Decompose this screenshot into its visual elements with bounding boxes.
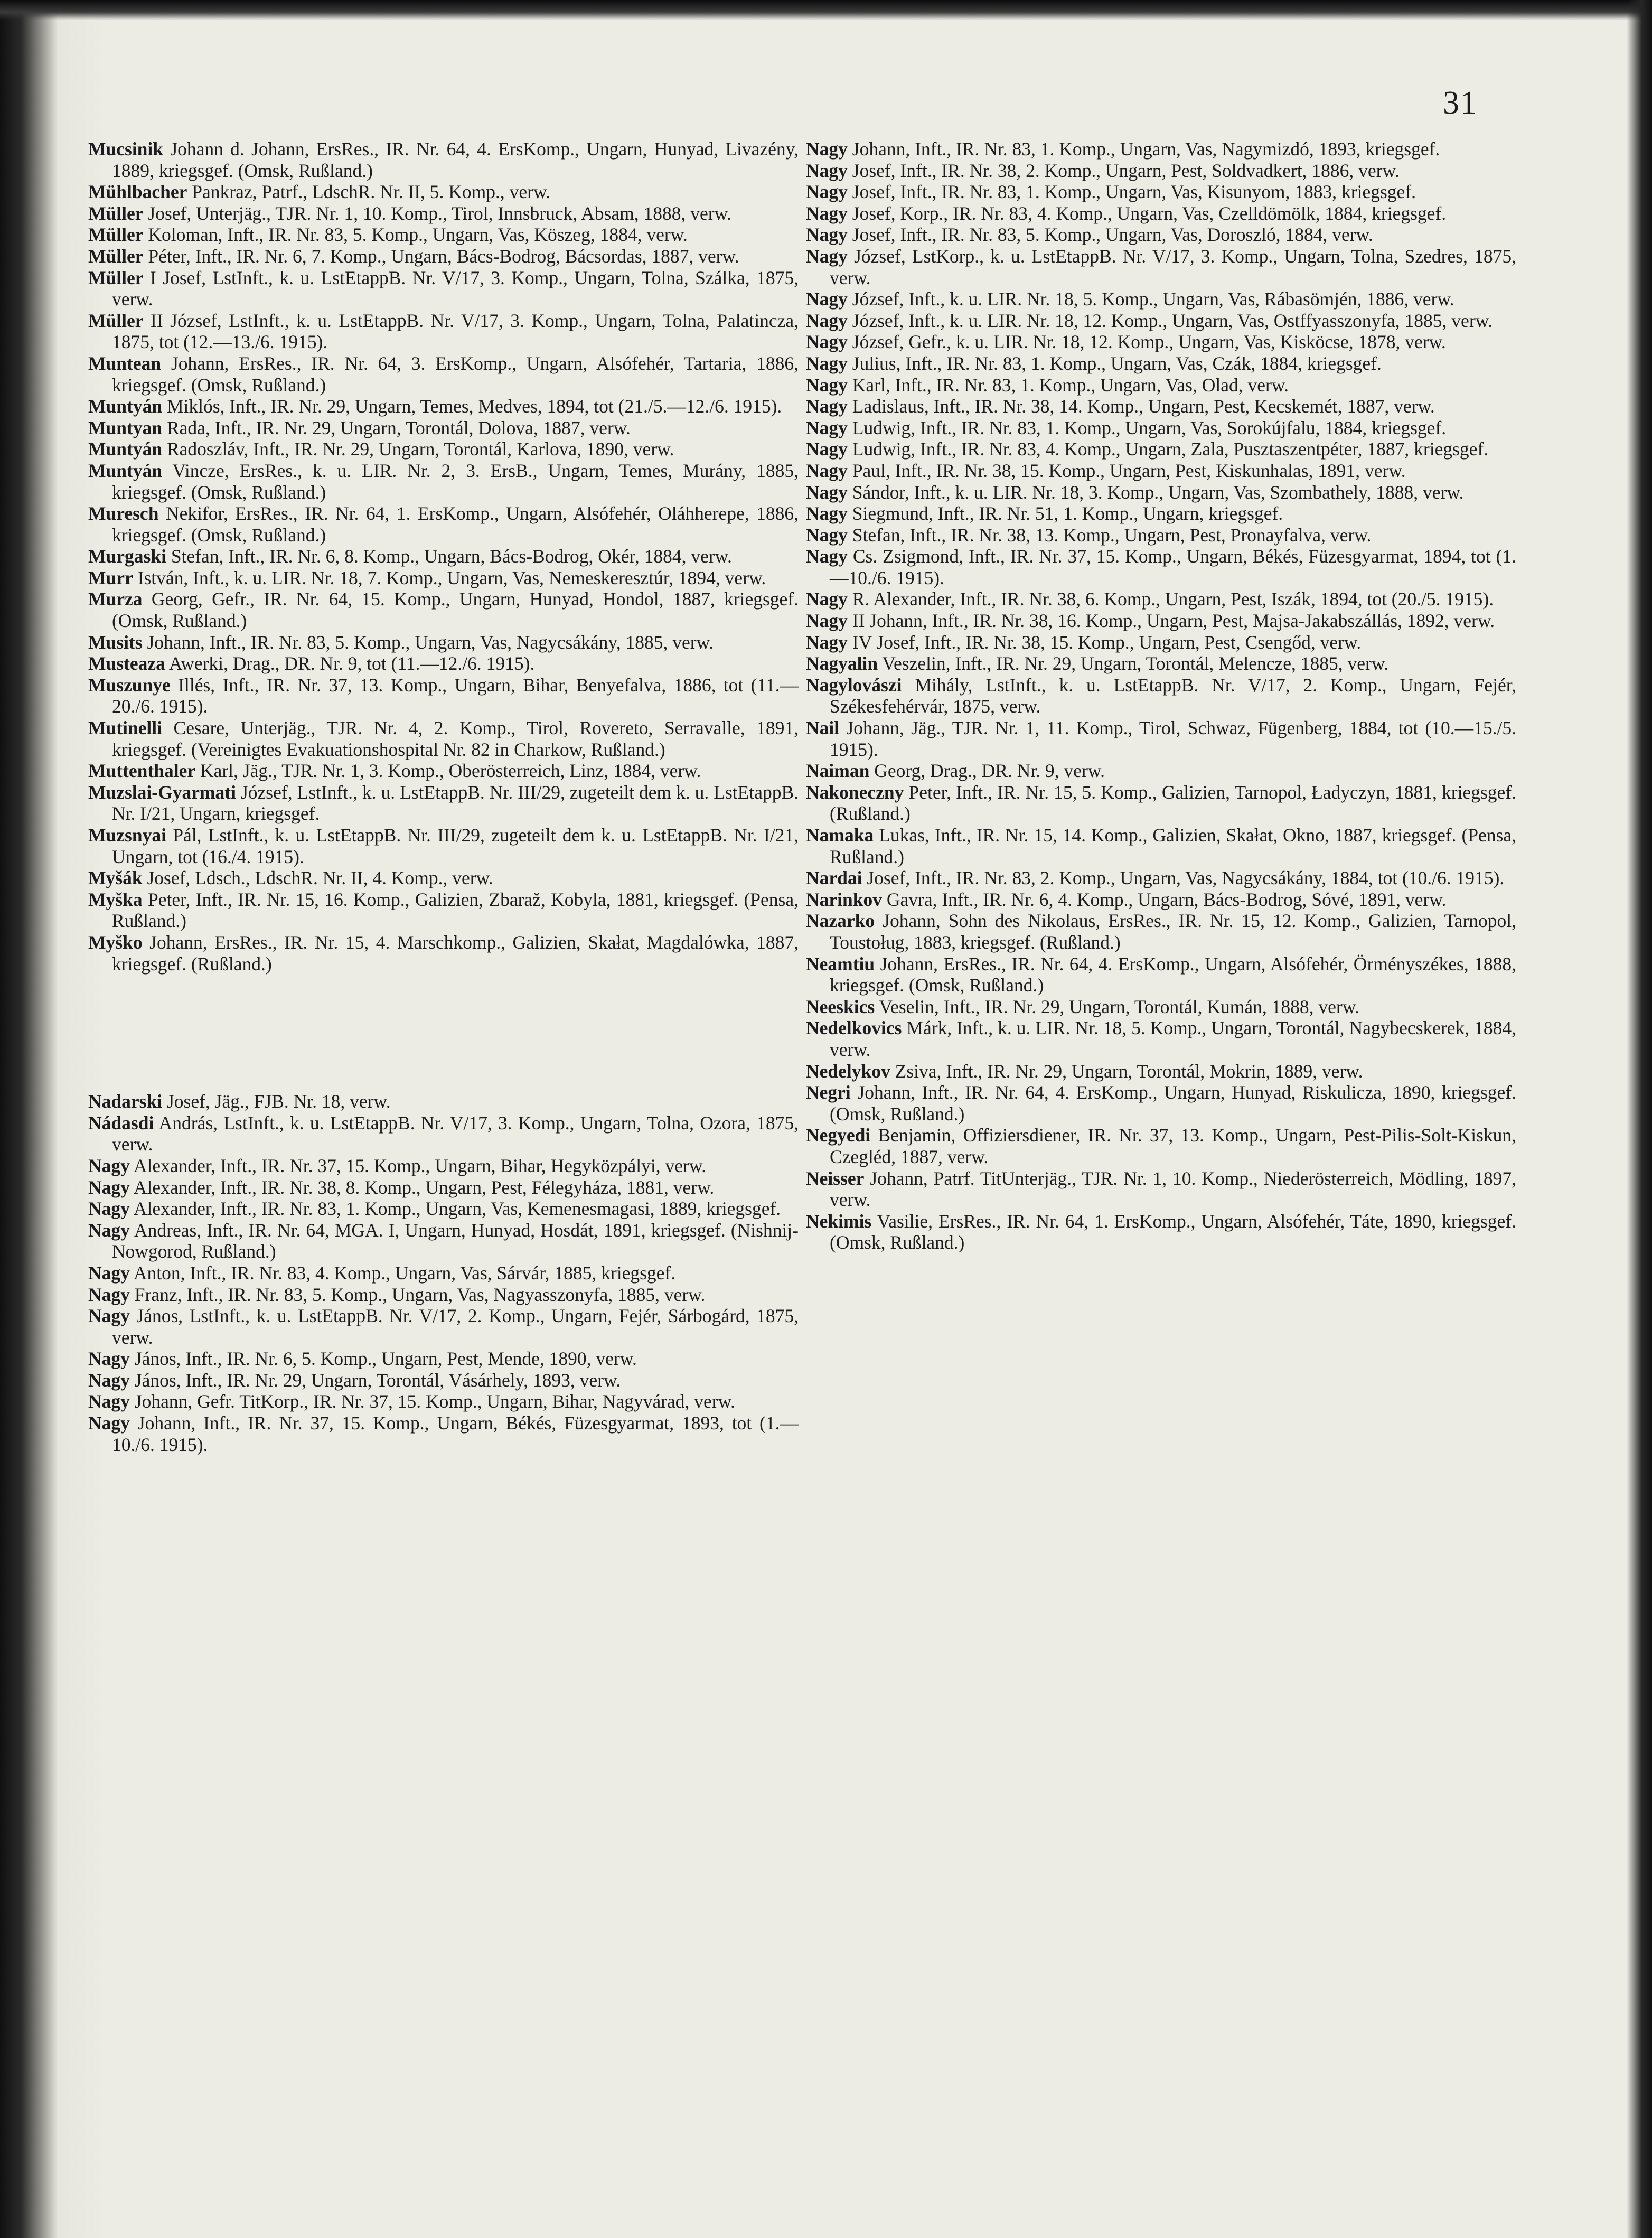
- list-item: [88, 1112, 799, 1155]
- list-item: [806, 1125, 1516, 1167]
- list-item: [806, 288, 1516, 310]
- entry-details: Pál, LstInft., k. u. LstEtappB. Nr. III/29, zugeteilt dem k. u. LstEtappB. Nr. I/21, Ungarn, tot (16./4. 1915).: [112, 825, 799, 867]
- entry-details: József, LstKorp., k. u. LstEtappB. Nr. V/17, 3. Komp., Ungarn, Tolna, Szedres, 1875, verw.: [830, 245, 1517, 288]
- entry-surname: Muntyan: [88, 417, 163, 438]
- entry-details: Johann, ErsRes., IR. Nr. 64, 3. ErsKomp., Ungarn, Alsófehér, Tartaria, 1886, kriegsgef. (Omsk, Rußland.): [112, 352, 799, 396]
- entry-surname: Musits: [88, 631, 143, 653]
- list-item: [88, 825, 799, 867]
- entry-details: Awerki, Drag., DR. Nr. 9, tot (11.—12./6. 1915).: [168, 653, 535, 675]
- entry-details: Péter, Inft., IR. Nr. 6, 7. Komp., Ungarn, Bács-Bodrog, Bácsordas, 1887, verw.: [148, 245, 739, 267]
- list-item: [88, 653, 799, 675]
- list-item: [806, 953, 1516, 996]
- entry-details: IV Josef, Inft., IR. Nr. 38, 15. Komp., Ungarn, Pest, Csengőd, verw.: [852, 631, 1362, 653]
- list-item: [806, 310, 1516, 332]
- entry-details: Alexander, Inft., IR. Nr. 38, 8. Komp., Ungarn, Pest, Félegyháza, 1881, verw.: [133, 1176, 715, 1198]
- entry-surname: Nedelykov: [806, 1060, 890, 1082]
- entry-details: Cs. Zsigmond, Inft., IR. Nr. 37, 15. Komp., Ungarn, Békés, Füzesgyarmat, 1894, tot (1.—10./6. 1915).: [830, 546, 1516, 588]
- list-item: [806, 482, 1516, 503]
- list-item: [88, 588, 799, 631]
- entry-surname: Nagy: [806, 331, 848, 353]
- list-item: [806, 1017, 1516, 1060]
- entry-details: Veselin, Inft., IR. Nr. 29, Ungarn, Torontál, Kumán, 1888, verw.: [879, 996, 1359, 1017]
- list-item: [806, 246, 1516, 288]
- entry-surname: Nagy: [88, 1391, 130, 1412]
- entry-surname: Neamtiu: [806, 953, 875, 975]
- list-item: [88, 460, 799, 503]
- entry-surname: Muntean: [88, 352, 162, 374]
- entry-details: Veszelin, Inft., IR. Nr. 29, Ungarn, Torontál, Melencze, 1885, verw.: [882, 653, 1389, 675]
- list-item: [88, 1412, 799, 1455]
- entry-details: I Josef, LstInft., k. u. LstEtappB. Nr. V/17, 3. Komp., Ungarn, Tolna, Szálka, 1875, verw.: [112, 267, 799, 310]
- list-item: [88, 438, 799, 460]
- entry-details: József, Gefr., k. u. LIR. Nr. 18, 12. Komp., Ungarn, Vas, Kisköcse, 1878, verw.: [852, 331, 1446, 353]
- list-item: [806, 717, 1516, 760]
- entry-details: Johann, Inft., IR. Nr. 83, 5. Komp., Ungarn, Vas, Nagycsákány, 1885, verw.: [147, 631, 714, 653]
- list-item: [806, 374, 1516, 396]
- list-item: [806, 546, 1516, 588]
- entry-surname: Myšák: [88, 867, 143, 889]
- entry-surname: Nagy: [806, 481, 848, 503]
- entry-details: Stefan, Inft., IR. Nr. 6, 8. Komp., Ungarn, Bács-Bodrog, Okér, 1884, verw.: [171, 546, 732, 567]
- list-item: [88, 1391, 799, 1412]
- entry-surname: Nagy: [88, 1284, 130, 1305]
- list-item: [806, 910, 1516, 953]
- entry-details: Peter, Inft., IR. Nr. 15, 16. Komp., Galizien, Zbaraž, Kobyla, 1881, kriegsgef. (Pensa, Rußland.): [112, 888, 799, 932]
- entry-details: Johann, ErsRes., IR. Nr. 64, 4. ErsKomp., Ungarn, Alsófehér, Örményszékes, 1888, kriegsgef. (Omsk, Rußland.): [830, 953, 1516, 996]
- list-item: [806, 782, 1516, 825]
- entry-details: Pankraz, Patrf., LdschR. Nr. II, 5. Komp., verw.: [192, 181, 551, 203]
- entry-surname: Muszunye: [88, 674, 171, 696]
- entry-surname: Nagy: [806, 524, 848, 546]
- entry-details: Ludwig, Inft., IR. Nr. 83, 1. Komp., Ungarn, Vas, Sorokújfalu, 1884, kriegsgef.: [852, 417, 1447, 438]
- list-item: [88, 760, 799, 782]
- entry-details: Vincze, ErsRes., k. u. LIR. Nr. 2, 3. ErsB., Ungarn, Temes, Murány, 1885, kriegsgef. (Omsk, Rußland.): [112, 460, 799, 503]
- list-item: [806, 653, 1516, 675]
- list-item: [806, 1061, 1516, 1082]
- list-item: [806, 160, 1516, 182]
- entry-surname: Murgaski: [88, 546, 166, 567]
- entry-details: Ludwig, Inft., IR. Nr. 83, 4. Komp., Ungarn, Zala, Pusztaszentpéter, 1887, kriegsgef.: [852, 438, 1489, 460]
- entry-details: Johann, Jäg., TJR. Nr. 1, 11. Komp., Tirol, Schwaz, Fügenberg, 1884, tot (10.—15./5. 1915).: [830, 717, 1516, 760]
- entry-details: Johann, Inft., IR. Nr. 83, 1. Komp., Ungarn, Vas, Nagymizdó, 1893, kriegsgef.: [852, 138, 1440, 160]
- entry-surname: Nagy: [88, 1198, 130, 1220]
- entry-surname: Nagy: [806, 352, 848, 374]
- list-item: [806, 996, 1516, 1018]
- list-item: [88, 675, 799, 717]
- entry-details: Josef, Ldsch., LdschR. Nr. II, 4. Komp., verw.: [147, 867, 493, 889]
- entry-surname: Naiman: [806, 760, 870, 782]
- entry-surname: Nagy: [88, 1369, 130, 1391]
- entry-surname: Nagy: [806, 546, 848, 567]
- entry-details: Sándor, Inft., k. u. LIR. Nr. 18, 3. Komp., Ungarn, Vas, Szombathely, 1888, verw.: [852, 481, 1464, 503]
- list-item: [88, 1348, 799, 1370]
- list-item: [88, 353, 799, 396]
- list-item: [88, 1155, 799, 1177]
- entry-details: Anton, Inft., IR. Nr. 83, 4. Komp., Ungarn, Vas, Sárvár, 1885, kriegsgef.: [133, 1262, 676, 1284]
- entry-details: Josef, Inft., IR. Nr. 83, 5. Komp., Ungarn, Vas, Doroszló, 1884, verw.: [852, 224, 1373, 246]
- entry-surname: Nagy: [88, 1348, 130, 1370]
- entry-surname: Mucsinik: [88, 138, 164, 160]
- entry-surname: Nagy: [88, 1262, 130, 1284]
- entry-details: József, LstInft., k. u. LstEtappB. Nr. III/29, zugeteilt dem k. u. LstEtappB. Nr. I/21, Ungarn, kriegsgef.: [112, 781, 799, 825]
- entry-surname: Musteaza: [88, 653, 165, 675]
- left-column-n-entries: [88, 1091, 799, 1455]
- list-item: [88, 867, 799, 889]
- entry-surname: Namaka: [806, 825, 874, 846]
- entry-details: Johann, Inft., IR. Nr. 37, 15. Komp., Ungarn, Békés, Füzesgyarmat, 1893, tot (1.—10./6. 1915).: [112, 1412, 799, 1455]
- list-item: [806, 632, 1516, 653]
- list-item: [88, 1370, 799, 1391]
- list-item: [806, 825, 1516, 867]
- entry-details: Josef, Korp., IR. Nr. 83, 4. Komp., Ungarn, Vas, Czelldömölk, 1884, kriegsgef.: [852, 202, 1447, 224]
- entry-details: Miklós, Inft., IR. Nr. 29, Ungarn, Temes, Medves, 1894, tot (21./5.—12./6. 1915).: [166, 396, 782, 417]
- list-item: [806, 438, 1516, 460]
- entry-surname: Muzslai-Gyarmati: [88, 781, 236, 803]
- entry-details: Karl, Jäg., TJR. Nr. 1, 3. Komp., Oberösterreich, Linz, 1884, verw.: [200, 760, 701, 782]
- entry-details: János, Inft., IR. Nr. 6, 5. Komp., Ungarn, Pest, Mende, 1890, verw.: [134, 1348, 637, 1370]
- entry-details: Georg, Gefr., IR. Nr. 64, 15. Komp., Ungarn, Hunyad, Hondol, 1887, kriegsgef. (Omsk, Rußland.): [112, 588, 799, 632]
- entry-surname: Nagy: [806, 503, 848, 525]
- list-item: [806, 889, 1516, 911]
- entry-details: Johann, Inft., IR. Nr. 64, 4. ErsKomp., Ungarn, Hunyad, Riskulicza, 1890, kriegsgef. (Omsk, Rußland.): [830, 1082, 1516, 1125]
- entry-surname: Nekimis: [806, 1210, 872, 1232]
- scan-top-edge: [0, 0, 1652, 20]
- list-item: [88, 546, 799, 567]
- entry-details: András, LstInft., k. u. LstEtappB. Nr. V/17, 3. Komp., Ungarn, Tolna, Ozora, 1875, verw.: [112, 1112, 799, 1155]
- list-item: [806, 525, 1516, 546]
- entry-details: Mihály, LstInft., k. u. LstEtappB. Nr. V/17, 2. Komp., Ungarn, Fejér, Székesfehérvár, 1875, verw.: [830, 674, 1516, 717]
- entry-surname: Narinkov: [806, 888, 882, 910]
- entry-details: József, Inft., k. u. LIR. Nr. 18, 5. Komp., Ungarn, Vas, Rábasömjén, 1886, verw.: [852, 288, 1454, 310]
- entry-surname: Nagy: [806, 245, 848, 267]
- list-item: [88, 138, 799, 181]
- entry-details: Márk, Inft., k. u. LIR. Nr. 18, 5. Komp., Ungarn, Torontál, Nagybecskerek, 1884, verw.: [830, 1017, 1516, 1060]
- list-item: [88, 1198, 799, 1220]
- entry-surname: Negyedi: [806, 1125, 871, 1146]
- entry-surname: Muttenthaler: [88, 760, 196, 782]
- entry-surname: Mühlbacher: [88, 181, 187, 203]
- entry-details: Josef, Inft., IR. Nr. 38, 2. Komp., Ungarn, Pest, Soldvadkert, 1886, verw.: [852, 160, 1400, 181]
- entry-details: Paul, Inft., IR. Nr. 38, 15. Komp., Ungarn, Pest, Kiskunhalas, 1891, verw.: [852, 460, 1406, 481]
- list-item: [88, 1091, 799, 1112]
- list-item: [88, 267, 799, 310]
- entry-surname: Muzsnyai: [88, 825, 166, 846]
- list-item: [806, 331, 1516, 353]
- list-item: [88, 224, 799, 246]
- entry-surname: Muntyán: [88, 460, 163, 481]
- entry-surname: Mutinelli: [88, 717, 163, 739]
- entry-surname: Nail: [806, 717, 840, 739]
- entry-surname: Müller: [88, 245, 144, 267]
- entry-details: Nekifor, ErsRes., IR. Nr. 64, 1. ErsKomp., Ungarn, Alsófehér, Oláhherepe, 1886, kriegsgef. (Omsk, Rußland.): [112, 503, 799, 546]
- entry-details: Karl, Inft., IR. Nr. 83, 1. Komp., Ungarn, Vas, Olad, verw.: [852, 374, 1289, 396]
- list-item: [806, 1168, 1516, 1211]
- entry-details: Benjamin, Offiziersdiener, IR. Nr. 37, 13. Komp., Ungarn, Pest-Pilis-Solt-Kiskun, Czegléd, 1887, verw.: [830, 1125, 1516, 1167]
- entry-surname: Nagy: [88, 1305, 130, 1327]
- entry-details: Stefan, Inft., IR. Nr. 38, 13. Komp., Ungarn, Pest, Pronayfalva, verw.: [852, 524, 1372, 546]
- entry-surname: Nagy: [806, 224, 848, 246]
- entry-surname: Müller: [88, 202, 144, 224]
- list-item: [806, 503, 1516, 525]
- entry-surname: Negri: [806, 1082, 851, 1103]
- entry-details: István, Inft., k. u. LIR. Nr. 18, 7. Komp., Ungarn, Vas, Nemeskeresztúr, 1894, verw.: [137, 567, 766, 588]
- entry-surname: Nagy: [806, 310, 848, 331]
- list-item: [806, 675, 1516, 717]
- entry-surname: Myška: [88, 888, 143, 910]
- list-item: [88, 417, 799, 439]
- entry-details: Josef, Unterjäg., TJR. Nr. 1, 10. Komp., Tirol, Innsbruck, Absam, 1888, verw.: [148, 202, 731, 224]
- scan-right-edge: [1627, 0, 1652, 2238]
- list-item: [88, 717, 799, 760]
- entry-details: Rada, Inft., IR. Nr. 29, Ungarn, Torontál, Dolova, 1887, verw.: [166, 417, 631, 438]
- list-item: [88, 1220, 799, 1262]
- list-item: [88, 1305, 799, 1348]
- entry-details: Vasilie, ErsRes., IR. Nr. 64, 1. ErsKomp., Ungarn, Alsófehér, Táte, 1890, kriegsgef. (Omsk, Rußland.): [830, 1210, 1516, 1253]
- entry-surname: Nagy: [806, 396, 848, 417]
- entry-surname: Nádasdi: [88, 1112, 154, 1134]
- entry-surname: Muntyán: [88, 396, 163, 417]
- list-item: [806, 610, 1516, 632]
- entry-details: Illés, Inft., IR. Nr. 37, 13. Komp., Ungarn, Bihar, Benyefalva, 1886, tot (11.—20./6. 1915).: [112, 674, 799, 717]
- entry-surname: Neeskics: [806, 996, 875, 1017]
- entry-surname: Nagy: [88, 1412, 130, 1434]
- entry-details: Julius, Inft., IR. Nr. 83, 1. Komp., Ungarn, Vas, Czák, 1884, kriegsgef.: [852, 352, 1382, 374]
- entry-surname: Murza: [88, 588, 143, 610]
- entry-details: Gavra, Inft., IR. Nr. 6, 4. Komp., Ungarn, Bács-Bodrog, Sóvé, 1891, verw.: [886, 888, 1447, 910]
- entry-details: Johann, ErsRes., IR. Nr. 15, 4. Marschkomp., Galizien, Skałat, Magdalówka, 1887, kriegsgef. (Rußland.): [112, 931, 799, 975]
- list-item: [88, 932, 799, 975]
- list-item: [806, 760, 1516, 782]
- right-column: [806, 138, 1516, 1253]
- list-item: [806, 224, 1516, 246]
- entry-details: II Johann, Inft., IR. Nr. 38, 16. Komp., Ungarn, Pest, Majsa-Jakabszállás, 1892, verw.: [852, 610, 1495, 632]
- entry-details: Johann, Gefr. TitKorp., IR. Nr. 37, 15. Komp., Ungarn, Bihar, Nagyvárad, verw.: [134, 1391, 735, 1412]
- entry-details: Cesare, Unterjäg., TJR. Nr. 4, 2. Komp., Tirol, Rovereto, Serravalle, 1891, kriegsgef. (Vereinigtes Evakuationshospital Nr. 82 in Charkow, Rußland.): [112, 717, 799, 760]
- list-item: [806, 1082, 1516, 1125]
- entry-surname: Muresch: [88, 503, 159, 525]
- list-item: [806, 203, 1516, 224]
- entry-surname: Nagy: [806, 374, 848, 396]
- entry-surname: Nazarko: [806, 910, 875, 932]
- list-item: [88, 203, 799, 224]
- entry-surname: Nagy: [88, 1176, 130, 1198]
- list-item: [88, 246, 799, 267]
- entry-surname: Nagy: [806, 631, 848, 653]
- entry-surname: Nagy: [806, 588, 848, 610]
- entry-details: Josef, Inft., IR. Nr. 83, 2. Komp., Ungarn, Vas, Nagycsákány, 1884, tot (10./6. 1915).: [867, 867, 1505, 889]
- left-column-m-entries: [88, 138, 799, 975]
- entry-details: Andreas, Inft., IR. Nr. 64, MGA. I, Ungarn, Hunyad, Hosdát, 1891, kriegsgef. (Nishnij-Nowgorod, Rußland.): [112, 1219, 799, 1262]
- entry-details: Ladislaus, Inft., IR. Nr. 38, 14. Komp., Ungarn, Pest, Kecskemét, 1887, verw.: [852, 396, 1435, 417]
- list-item: [88, 1177, 799, 1198]
- list-item: [806, 396, 1516, 417]
- entry-details: Siegmund, Inft., IR. Nr. 51, 1. Komp., Ungarn, kriegsgef.: [852, 503, 1283, 525]
- entry-details: Lukas, Inft., IR. Nr. 15, 14. Komp., Galizien, Skałat, Okno, 1887, kriegsgef. (Pensa, Rußland.): [830, 825, 1517, 867]
- list-item: [88, 632, 799, 653]
- entry-surname: Nagy: [806, 181, 848, 203]
- list-item: [88, 1262, 799, 1284]
- entry-surname: Nagy: [806, 438, 848, 460]
- entry-details: II József, LstInft., k. u. LstEtappB. Nr. V/17, 3. Komp., Ungarn, Tolna, Palatincza, 1875, tot (12.—13./6. 1915).: [112, 310, 799, 353]
- entry-surname: Muntyán: [88, 438, 163, 460]
- list-item: [88, 396, 799, 417]
- list-item: [806, 1211, 1516, 1253]
- entry-surname: Myško: [88, 931, 143, 953]
- entry-details: Josef, Inft., IR. Nr. 83, 1. Komp., Ungarn, Vas, Kisunyom, 1883, kriegsgef.: [852, 181, 1416, 203]
- left-column: [88, 138, 799, 1455]
- section-gap: [88, 975, 799, 1091]
- entry-details: Georg, Drag., DR. Nr. 9, verw.: [874, 760, 1105, 782]
- entry-surname: Neisser: [806, 1167, 865, 1189]
- list-item: [88, 889, 799, 932]
- entry-surname: Nagy: [806, 417, 848, 438]
- entry-surname: Nagy: [806, 202, 848, 224]
- entry-details: Johann d. Johann, ErsRes., IR. Nr. 64, 4. ErsKomp., Ungarn, Hunyad, Livazény, 1889, kriegsgef. (Omsk, Rußland.): [112, 138, 799, 181]
- list-item: [806, 867, 1516, 889]
- list-item: [88, 181, 799, 203]
- entry-details: Alexander, Inft., IR. Nr. 37, 15. Komp., Ungarn, Bihar, Hegyközpályi, verw.: [133, 1155, 707, 1176]
- entry-surname: Nadarski: [88, 1091, 163, 1112]
- entry-surname: Müller: [88, 267, 144, 288]
- entry-details: Josef, Jäg., FJB. Nr. 18, verw.: [166, 1091, 391, 1112]
- entry-details: Peter, Inft., IR. Nr. 15, 5. Komp., Galizien, Tarnopol, Ładyczyn, 1881, kriegsgef. (Rußland.): [830, 781, 1516, 825]
- entry-details: R. Alexander, Inft., IR. Nr. 38, 6. Komp., Ungarn, Pest, Iszák, 1894, tot (20./5. 1915).: [852, 588, 1494, 610]
- entry-surname: Nagy: [88, 1219, 130, 1241]
- entry-surname: Nardai: [806, 867, 862, 889]
- entry-details: Radoszláv, Inft., IR. Nr. 29, Ungarn, Torontál, Karlova, 1890, verw.: [166, 438, 674, 460]
- entry-details: Alexander, Inft., IR. Nr. 83, 1. Komp., Ungarn, Vas, Kemenesmagasi, 1889, kriegsgef.: [133, 1198, 781, 1220]
- entry-details: Zsiva, Inft., IR. Nr. 29, Ungarn, Torontál, Mokrin, 1889, verw.: [895, 1060, 1363, 1082]
- list-item: [806, 181, 1516, 203]
- list-item: [88, 1284, 799, 1306]
- list-item: [806, 138, 1516, 160]
- list-item: [806, 460, 1516, 482]
- entry-surname: Nagy: [806, 460, 848, 481]
- entry-surname: Müller: [88, 224, 144, 246]
- list-item: [88, 567, 799, 589]
- right-column-entries: [806, 138, 1516, 1253]
- entry-surname: Murr: [88, 567, 133, 588]
- entry-details: Johann, Patrf. TitUnterjäg., TJR. Nr. 1, 10. Komp., Niederösterreich, Mödling, 1897, verw.: [830, 1167, 1517, 1211]
- entry-surname: Nagyalin: [806, 653, 878, 675]
- entry-surname: Nakoneczny: [806, 781, 904, 803]
- entry-surname: Nagy: [806, 610, 848, 632]
- list-item: [806, 353, 1516, 374]
- entry-details: József, Inft., k. u. LIR. Nr. 18, 12. Komp., Ungarn, Vas, Ostffyasszonyfa, 1885, verw.: [852, 310, 1493, 331]
- entry-details: Johann, Sohn des Nikolaus, ErsRes., IR. Nr. 15, 12. Komp., Galizien, Tarnopol, Toustoług, 1883, kriegsgef. (Rußland.): [830, 910, 1516, 953]
- entry-surname: Nagy: [88, 1155, 130, 1176]
- entry-surname: Müller: [88, 310, 144, 331]
- entry-surname: Nagy: [806, 288, 848, 310]
- entry-details: Franz, Inft., IR. Nr. 83, 5. Komp., Ungarn, Vas, Nagyasszonyfa, 1885, verw.: [134, 1284, 706, 1305]
- entry-surname: Nagy: [806, 138, 848, 160]
- list-item: [88, 782, 799, 825]
- page-number: 31: [1443, 85, 1478, 121]
- list-item: [806, 417, 1516, 439]
- list-item: [88, 503, 799, 546]
- entry-surname: Nedelkovics: [806, 1017, 902, 1039]
- entry-surname: Nagylovászi: [806, 674, 902, 696]
- entry-details: János, Inft., IR. Nr. 29, Ungarn, Torontál, Vásárhely, 1893, verw.: [134, 1369, 621, 1391]
- entry-surname: Nagy: [806, 160, 848, 181]
- list-item: [88, 310, 799, 353]
- list-item: [806, 588, 1516, 610]
- entry-details: János, LstInft., k. u. LstEtappB. Nr. V/17, 2. Komp., Ungarn, Fejér, Sárbogárd, 1875, verw.: [112, 1305, 799, 1348]
- entry-details: Koloman, Inft., IR. Nr. 83, 5. Komp., Ungarn, Vas, Köszeg, 1884, verw.: [148, 224, 688, 246]
